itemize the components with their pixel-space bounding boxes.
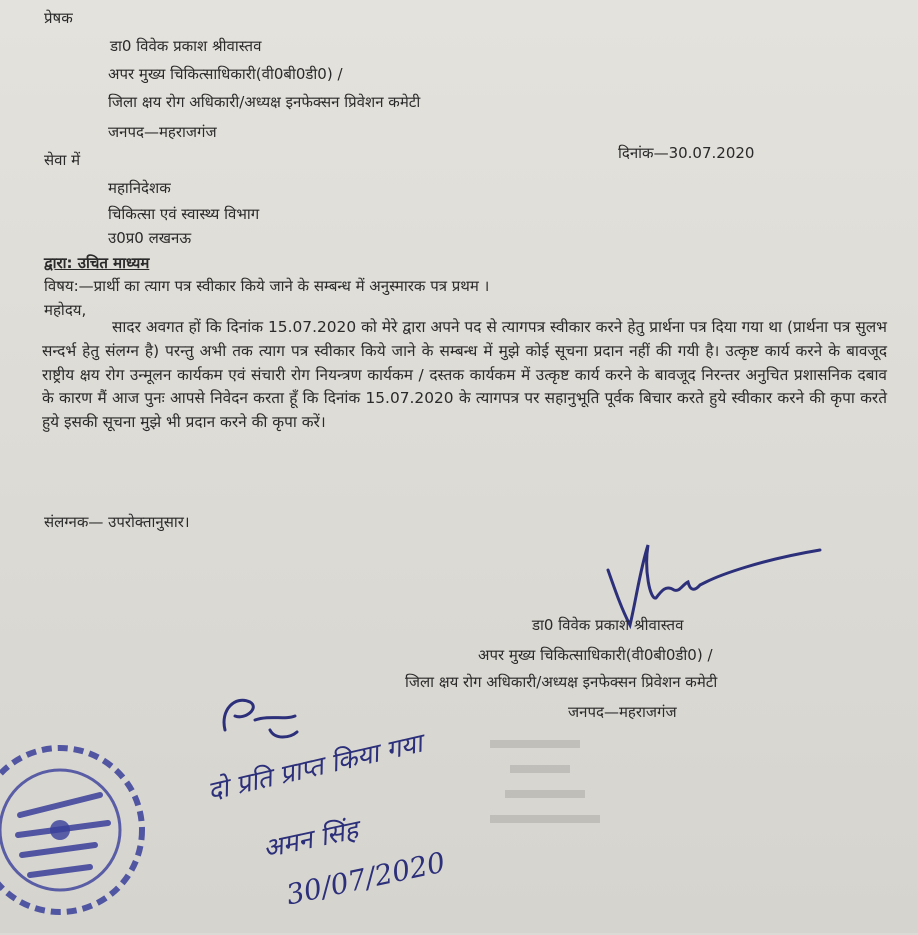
body-first-line: सादर अवगत हों कि दिनांक 15.07.2020 को मेरे द्वारा अपने पद से त्यागपत्र स्वीकार करने हेतु: [112, 318, 645, 336]
bleed-through-marks: [470, 735, 610, 845]
handwritten-date: 30/07/2020: [283, 845, 449, 912]
letter-date: दिनांक—30.07.2020: [618, 144, 755, 162]
sender-designation-2: जिला क्षय रोग अधिकारी/अध्यक्ष इनफेक्सन प्रिवेशन कमेटी: [108, 93, 421, 111]
signatory-district: जनपद—महराजगंज: [568, 703, 677, 721]
recipient-line-1: महानिदेशक: [108, 179, 171, 197]
salutation: महोदय,: [44, 301, 87, 319]
handwritten-note: दो प्रति प्राप्त किया गया: [204, 728, 426, 808]
subject-line: विषय:—प्रार्थी का त्याग पत्र स्वीकार किये जाने के सम्बन्ध में अनुस्मारक पत्र प्रथम ।: [44, 277, 490, 295]
sender-district: जनपद—महराजगंज: [108, 123, 217, 141]
signatory-name: डा0 विवेक प्रकाश श्रीवास्तव: [532, 616, 684, 634]
sender-designation-1: अपर मुख्य चिकित्साधिकारी(वी0बी0डी0) /: [108, 65, 343, 83]
body-paragraph: [42, 316, 887, 435]
recipient-line-2: चिकित्सा एवं स्वास्थ्य विभाग: [108, 205, 260, 223]
channel-line: द्वारा: उचित माध्यम: [44, 254, 150, 272]
signatory-designation-2: जिला क्षय रोग अधिकारी/अध्यक्ष इनफेक्सन प्रिवेशन कमेटी: [405, 673, 718, 691]
signatory-designation-1: अपर मुख्य चिकित्साधिकारी(वी0बी0डी0) /: [478, 646, 713, 664]
handwritten-receiver: अमन सिंह: [260, 815, 361, 865]
enclosure-line: संलग्नक— उपरोक्तानुसार।: [44, 513, 190, 531]
sender-label: प्रेषक: [44, 9, 73, 27]
sender-name: डा0 विवेक प्रकाश श्रीवास्तव: [110, 37, 262, 55]
office-stamp: [0, 735, 170, 935]
body-rest: प्रार्थना पत्र दिया गया था (प्रार्थना पत्र सुलभ सन्दर्भ हेतु संलग्न है) परन्तु अभी तक त्याग पत्र स्वीकार किये जाने के सम्बन्ध में मुझे कोई सूचना प्रदान नहीं की गयी है। उत्कृष्ट कार्य करने के बावजूद राष्ट्रीय क्षय रोग उन्मूलन कार्यकम एवं संचारी रोग नियन्त्रण कार्यकम / दस्तक कार्यकम में उत्कृष्ट कार्य करने के बावजूद निरन्तर अनुचित प्रशासनिक दबाव के कारण मैं आज पुनः आपसे निवेदन करता हूँ कि दिनांक 15.07.2020 के त्यागपत्र पर सहानुभूति पूर्वक बिचार करते हुये स्वीकार करने की कृपा करते हुये इसकी सूचना मुझे भी प्रदान करने की कृपा करें।: [42, 318, 887, 432]
recipient-label: सेवा में: [44, 151, 81, 169]
handwritten-initial: [215, 690, 305, 750]
recipient-line-3: उ0प्र0 लखनऊ: [108, 229, 192, 247]
